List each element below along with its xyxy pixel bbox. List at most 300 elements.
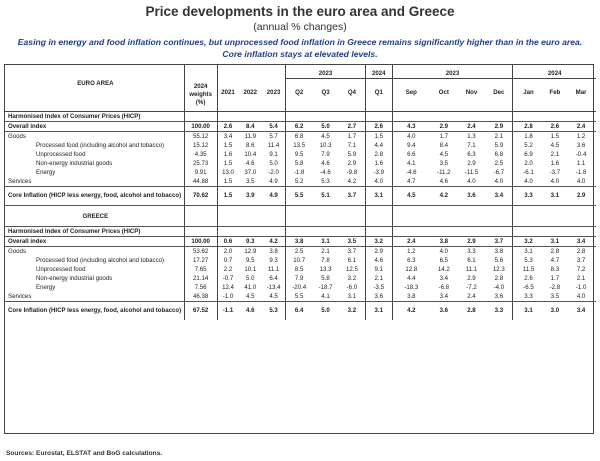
value-cell: 3.4: [485, 187, 513, 206]
value-cell: 3.6: [576, 142, 586, 149]
value-cell: 11.4: [267, 142, 280, 149]
col-mar: Mar: [575, 89, 587, 96]
value-cell: 100.00: [184, 237, 217, 247]
value-cell: 4.6: [246, 160, 255, 167]
value-cell: 9.5: [286, 150, 313, 159]
value-cell: 3.3: [513, 187, 544, 206]
section-hicp-ea: [4, 112, 596, 122]
lead-text: Easing in energy and food inflation continues, but unprocessed food inflation in Greece remains significantly higher than in the euro area. Core inflation stays at elevated levels.: [17, 37, 583, 59]
value-cell: 9.91: [184, 168, 217, 177]
empty-cell: [566, 206, 596, 227]
value-cell: 10.4: [244, 151, 257, 158]
value-cell: 6.1: [467, 257, 476, 264]
value-cell: 5.1: [312, 187, 339, 206]
value-cell: 1.5: [550, 133, 560, 140]
value-cell: 3.9: [239, 187, 263, 206]
col-dec: Dec: [493, 89, 505, 96]
value-cell: 3.5: [544, 292, 567, 302]
row-label: Energy: [36, 169, 56, 176]
value-cell: 3.2: [347, 275, 357, 282]
value-cell: 13.0: [217, 168, 239, 177]
empty-cell: [458, 206, 486, 227]
value-cell: 9.5: [246, 257, 255, 264]
value-cell: 11.1: [267, 266, 280, 273]
value-cell: 9.4: [392, 141, 430, 150]
value-cell: 2.1: [494, 133, 504, 140]
value-cell: 9.3: [269, 257, 278, 264]
value-cell: 4.6: [321, 160, 330, 167]
col-feb: Feb: [549, 89, 561, 96]
value-cell: 2.9: [430, 122, 458, 132]
value-cell: 5.0: [312, 302, 339, 321]
value-cell: 6.2: [286, 122, 313, 132]
value-cell: -11.5: [464, 169, 479, 176]
value-cell: 6.4: [269, 275, 278, 282]
value-cell: 2.1: [321, 248, 330, 255]
empty-cell: [217, 112, 239, 122]
value-cell: 2.5: [494, 160, 504, 167]
region-euro-area: EURO AREA: [77, 79, 114, 87]
value-cell: 5.2: [286, 177, 313, 187]
value-cell: 1.6: [550, 160, 560, 167]
empty-cell: [392, 227, 430, 237]
value-cell: 13.3: [319, 266, 332, 273]
row-label: Services: [4, 292, 184, 302]
value-cell: 4.5: [439, 151, 449, 158]
col-year-2021: 2021: [217, 88, 239, 97]
value-cell: 2.9: [467, 160, 476, 167]
value-cell: 6.4: [286, 302, 313, 321]
value-cell: 4.2: [339, 177, 366, 187]
value-cell: 3.2: [513, 237, 544, 247]
value-cell: 2.4: [458, 122, 486, 132]
value-cell: 5.7: [269, 133, 278, 140]
group-2023-months: 2023: [392, 69, 513, 79]
value-cell: 4.4: [365, 141, 392, 150]
value-cell: 4.9: [262, 187, 286, 206]
row-label: Non-energy industrial goods: [36, 160, 113, 167]
table-row: [4, 265, 596, 274]
empty-cell: [485, 227, 513, 237]
group-2024-quarters: 2024: [365, 69, 392, 79]
value-cell: 53.62: [184, 247, 217, 257]
value-cell: 3.1: [544, 187, 567, 206]
value-cell: 9.1: [365, 265, 392, 274]
value-cell: 4.0: [566, 177, 596, 187]
value-cell: 4.35: [184, 150, 217, 159]
source-note: Sources: Eurostat, ELSTAT and BoG calculations.: [6, 450, 163, 457]
value-cell: 1.6: [217, 150, 239, 159]
value-cell: 2.6: [513, 274, 544, 283]
value-cell: 4.1: [392, 159, 430, 168]
value-cell: 2.6: [217, 122, 239, 132]
row-label: Unprocessed food: [36, 266, 86, 273]
value-cell: 3.5: [439, 160, 449, 167]
table-row: [4, 292, 596, 302]
value-cell: 2.0: [513, 159, 544, 168]
value-cell: -3.7: [549, 169, 561, 176]
value-cell: 3.6: [365, 292, 392, 302]
empty-cell: [544, 112, 567, 122]
value-cell: -4.6: [320, 169, 331, 176]
value-cell: 2.9: [485, 122, 513, 132]
value-cell: 11.1: [465, 266, 478, 273]
value-cell: -0.7: [217, 274, 239, 283]
col-q3: Q3: [321, 89, 330, 96]
value-cell: 4.2: [430, 187, 458, 206]
empty-cell: [239, 227, 263, 237]
empty-cell: [365, 227, 392, 237]
value-cell: 7.65: [184, 265, 217, 274]
value-cell: 12.5: [345, 266, 358, 273]
empty-cell: [430, 112, 458, 122]
value-cell: 5.8: [286, 159, 313, 168]
value-cell: -13.4: [266, 284, 281, 291]
value-cell: 3.1: [513, 247, 544, 257]
value-cell: 4.2: [262, 237, 286, 247]
value-cell: 10.1: [244, 266, 257, 273]
col-nov: Nov: [465, 89, 478, 96]
value-cell: 9.3: [239, 237, 263, 247]
table-row: [4, 177, 596, 187]
value-cell: 3.5: [239, 177, 263, 187]
empty-cell: [365, 112, 392, 122]
value-cell: 3.7: [485, 237, 513, 247]
value-cell: 1.5: [217, 187, 239, 206]
value-cell: 14.2: [437, 266, 450, 273]
value-cell: -0.4: [575, 151, 587, 158]
empty-cell: [262, 206, 286, 227]
value-cell: 5.3: [262, 302, 286, 321]
value-cell: 4.0: [439, 248, 449, 255]
col-year-2022: 2022: [243, 89, 258, 96]
value-cell: -1.8: [286, 168, 313, 177]
row-label: Overall index: [4, 237, 184, 247]
value-cell: 1.2: [392, 247, 430, 257]
section-greece: [4, 206, 596, 227]
value-cell: 5.8: [321, 275, 330, 282]
empty-cell: [339, 206, 366, 227]
value-cell: 2.8: [550, 248, 560, 255]
value-cell: 46.38: [184, 292, 217, 302]
value-cell: 4.0: [485, 177, 513, 187]
value-cell: -18.3: [392, 283, 430, 292]
empty-cell: [544, 206, 567, 227]
col-year-2023: 2023: [266, 89, 281, 96]
value-cell: 2.9: [467, 275, 476, 282]
empty-cell: [458, 227, 486, 237]
empty-cell: [566, 227, 596, 237]
value-cell: 7.2: [576, 266, 586, 273]
value-cell: 1.7: [439, 133, 449, 140]
value-cell: 3.1: [544, 237, 567, 247]
empty-cell: [262, 112, 286, 122]
empty-cell: [262, 227, 286, 237]
value-cell: 10.7: [286, 256, 313, 265]
value-cell: 5.0: [269, 160, 278, 167]
value-cell: -1.1: [217, 302, 239, 321]
value-cell: -1.0: [575, 284, 587, 291]
value-cell: -3.9: [365, 168, 392, 177]
empty-cell: [485, 206, 513, 227]
table-row: [4, 256, 596, 265]
empty-cell: [312, 112, 339, 122]
value-cell: 55.12: [184, 132, 217, 142]
row-label: Non-energy industrial goods: [36, 275, 113, 282]
value-cell: 70.62: [184, 187, 217, 206]
group-2023-quarters: 2023: [286, 69, 366, 79]
value-cell: 4.0: [458, 177, 486, 187]
value-cell: -6.8: [438, 284, 450, 291]
value-cell: 7.9: [321, 151, 330, 158]
value-cell: 8.3: [550, 266, 560, 273]
row-label: Core Inflation (HICP less energy, food, alcohol and tobacco): [4, 302, 184, 321]
value-cell: 12.8: [392, 265, 430, 274]
value-cell: 2.6: [365, 122, 392, 132]
value-cell: 3.8: [494, 248, 504, 255]
value-cell: -6.5: [513, 283, 544, 292]
value-cell: 5.5: [286, 292, 313, 302]
value-cell: 3.4: [566, 237, 596, 247]
value-cell: 3.8: [269, 248, 278, 255]
value-cell: 3.7: [339, 187, 366, 206]
value-cell: 2.8: [513, 122, 544, 132]
empty-cell: [286, 206, 313, 227]
value-cell: -11.2: [437, 169, 451, 176]
value-cell: 1.7: [550, 275, 560, 282]
value-cell: 3.6: [430, 302, 458, 321]
value-cell: 4.2: [392, 302, 430, 321]
value-cell: 2.8: [494, 275, 504, 282]
value-cell: 5.9: [347, 151, 357, 158]
value-cell: 4.5: [262, 292, 286, 302]
table-row: [4, 187, 596, 206]
value-cell: 4.5: [392, 187, 430, 206]
col-q2: Q2: [286, 88, 313, 97]
section-hicp-gr-label: Harmonised Index of Consumer Prices (HICP): [4, 227, 184, 237]
value-cell: 5.0: [312, 122, 339, 132]
value-cell: 3.8: [430, 237, 458, 247]
value-cell: 4.7: [550, 257, 560, 264]
value-cell: 2.8: [576, 248, 586, 255]
value-cell: 1.6: [365, 159, 392, 168]
value-cell: 6.8: [286, 132, 313, 142]
value-cell: 6.8: [494, 151, 504, 158]
value-cell: 3.6: [485, 292, 513, 302]
value-cell: 5.5: [286, 187, 313, 206]
value-cell: 3.2: [365, 237, 392, 247]
value-cell: 2.4: [458, 292, 486, 302]
table-row: [4, 122, 596, 132]
section-greece-label: GREECE: [4, 206, 184, 227]
value-cell: 8.4: [239, 122, 263, 132]
value-cell: 1.7: [347, 133, 357, 140]
value-cell: 12.9: [244, 248, 257, 255]
value-cell: 13.5: [286, 141, 313, 150]
value-cell: 3.7: [576, 257, 586, 264]
value-cell: 3.8: [392, 292, 430, 302]
value-cell: 4.5: [239, 292, 263, 302]
col-q4: Q4: [347, 89, 356, 96]
empty-cell: [566, 112, 596, 122]
value-cell: 7.1: [467, 142, 476, 149]
value-cell: 1.2: [576, 133, 586, 140]
value-cell: 3.4: [566, 302, 596, 321]
value-cell: 2.9: [347, 160, 357, 167]
row-label: Processed food (including alcohol and tobacco): [36, 142, 165, 149]
value-cell: 15.12: [184, 141, 217, 150]
empty-cell: [312, 206, 339, 227]
value-cell: 37.0: [244, 169, 257, 176]
value-cell: 3.4: [430, 292, 458, 302]
row-label: Goods: [8, 248, 26, 255]
value-cell: 3.8: [286, 237, 313, 247]
value-cell: 4.0: [513, 177, 544, 187]
row-label: Services: [4, 177, 184, 187]
value-cell: 1.3: [467, 133, 476, 140]
empty-cell: [430, 206, 458, 227]
value-cell: 1.1: [576, 160, 586, 167]
value-cell: 5.3: [312, 177, 339, 187]
value-cell: 3.1: [365, 302, 392, 321]
value-cell: 3.4: [217, 132, 239, 142]
value-cell: 3.3: [467, 248, 476, 255]
value-cell: 6.3: [392, 256, 430, 265]
value-cell: 0.7: [217, 256, 239, 265]
empty-cell: [239, 112, 263, 122]
value-cell: 2.7: [339, 122, 366, 132]
value-cell: -20.4: [286, 283, 313, 292]
empty-cell: [286, 112, 313, 122]
value-cell: 8.6: [246, 142, 255, 149]
header-group-row: [4, 69, 596, 79]
empty-cell: [184, 112, 217, 122]
value-cell: 4.6: [239, 302, 263, 321]
value-cell: 2.0: [217, 247, 239, 257]
value-cell: 7.9: [286, 274, 313, 283]
value-cell: 4.1: [312, 292, 339, 302]
value-cell: 11.9: [244, 133, 256, 140]
value-cell: 4.0: [566, 292, 596, 302]
value-cell: 3.6: [458, 187, 486, 206]
value-cell: 3.3: [485, 302, 513, 321]
row-label: Goods: [8, 133, 26, 140]
value-cell: 1.5: [217, 159, 239, 168]
value-cell: 6.6: [392, 150, 430, 159]
value-cell: 3.1: [513, 302, 544, 321]
value-cell: 2.4: [566, 122, 596, 132]
empty-cell: [217, 206, 239, 227]
value-cell: 2.8: [365, 150, 392, 159]
empty-cell: [544, 227, 567, 237]
value-cell: -18.7: [318, 284, 333, 291]
value-cell: -2.8: [549, 284, 561, 291]
value-cell: 41.0: [244, 284, 257, 291]
value-cell: 10.3: [319, 142, 332, 149]
value-cell: 1.5: [217, 141, 239, 150]
table-row: [4, 159, 596, 168]
value-cell: 21.14: [184, 274, 217, 283]
value-cell: -9.8: [346, 169, 358, 176]
value-cell: 11.5: [513, 265, 544, 274]
value-cell: 3.0: [544, 302, 567, 321]
table-row: [4, 274, 596, 283]
value-cell: 2.1: [550, 151, 560, 158]
value-cell: -2.0: [268, 169, 279, 176]
value-cell: -3.5: [365, 283, 392, 292]
row-label: Overall index: [4, 122, 184, 132]
row-label: Processed food (including alcohol and tobacco): [36, 257, 165, 264]
value-cell: 2.6: [544, 122, 567, 132]
value-cell: 2.2: [217, 265, 239, 274]
empty-cell: [430, 227, 458, 237]
value-cell: -1.0: [217, 292, 239, 302]
col-oct: Oct: [438, 89, 449, 96]
value-cell: 0.6: [217, 237, 239, 247]
value-cell: -4.0: [493, 284, 505, 291]
value-cell: 1.5: [365, 132, 392, 142]
empty-cell: [339, 227, 366, 237]
col-q1: Q1: [365, 88, 392, 97]
value-cell: 5.4: [262, 122, 286, 132]
value-cell: 5.3: [513, 256, 544, 265]
table-row: [4, 283, 596, 292]
empty-cell: [392, 112, 430, 122]
value-cell: 4.7: [392, 177, 430, 187]
table-row: [4, 168, 596, 177]
value-cell: 7.1: [347, 142, 357, 149]
empty-cell: [339, 112, 366, 122]
value-cell: 2.4: [392, 237, 430, 247]
value-cell: 7.56: [184, 283, 217, 292]
value-cell: 2.9: [458, 237, 486, 247]
value-cell: 4.4: [392, 274, 430, 283]
value-cell: 7.8: [321, 257, 330, 264]
value-cell: 6.3: [467, 151, 476, 158]
table-row: [4, 150, 596, 159]
value-cell: 4.5: [550, 142, 560, 149]
value-cell: -6.7: [493, 169, 505, 176]
table-row: [4, 132, 596, 142]
value-cell: 3.1: [312, 237, 339, 247]
value-cell: 4.3: [392, 122, 430, 132]
value-cell: -6.0: [346, 284, 358, 291]
table-row: [4, 302, 596, 321]
empty-cell: [392, 206, 430, 227]
section-hicp-gr: [4, 227, 596, 237]
value-cell: 3.1: [365, 187, 392, 206]
row-label: Energy: [36, 284, 56, 291]
value-cell: 8.5: [286, 265, 313, 274]
empty-cell: [239, 206, 263, 227]
empty-cell: [184, 227, 217, 237]
value-cell: 3.5: [339, 237, 366, 247]
section-hicp-ea-label: Harmonised Index of Consumer Prices (HICP): [4, 112, 184, 122]
col-jan: Jan: [513, 88, 544, 97]
page-title: Price developments in the euro area and Greece: [145, 4, 455, 19]
value-cell: -1.8: [575, 169, 587, 176]
page-subtitle: (annual % changes): [253, 21, 347, 33]
empty-cell: [184, 206, 217, 227]
value-cell: 2.1: [576, 275, 586, 282]
empty-cell: [286, 227, 313, 237]
value-cell: 6.5: [439, 257, 449, 264]
value-cell: 4.0: [544, 177, 567, 187]
value-cell: 12.4: [217, 283, 239, 292]
col-sep: Sep: [392, 88, 430, 97]
weights-header: 2024 weights (%): [184, 79, 217, 112]
empty-cell: [217, 227, 239, 237]
